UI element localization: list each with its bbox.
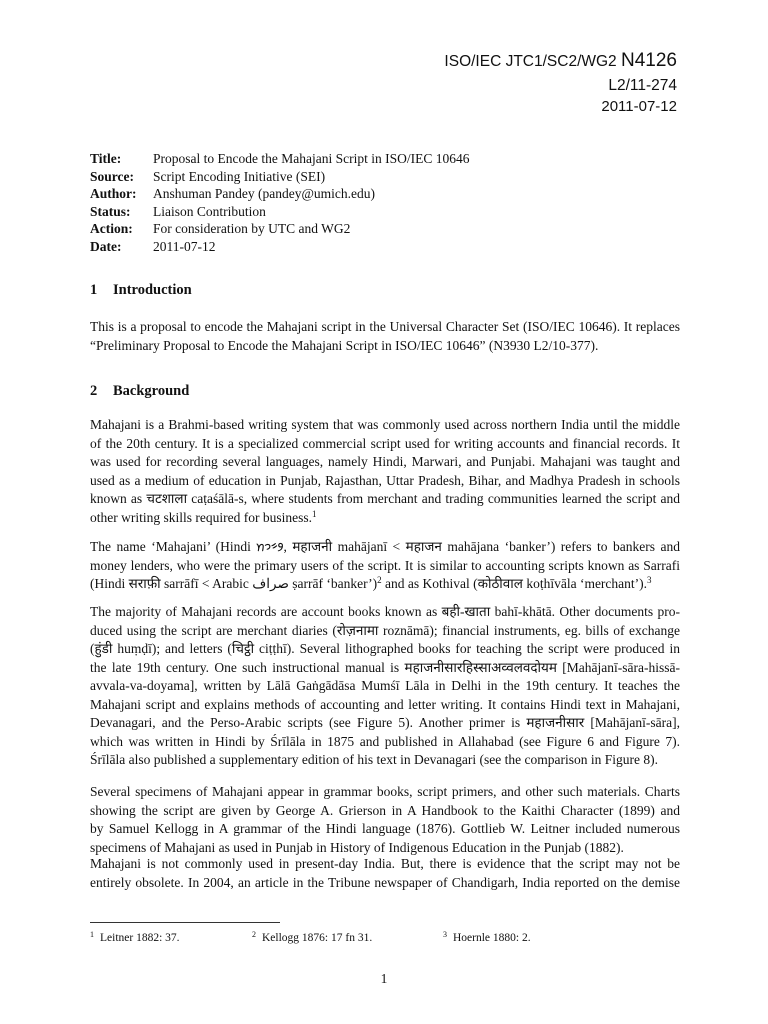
text-line: Śrīlāla also published a supplementary edition of his text in Devanagari (see the comparison in Figure 8). [90,752,658,767]
text-line: This is a proposal to encode the Mahajani script in the Universal Character Set (ISO/IEC 10646). It replaces [90,319,680,334]
footnote-divider [90,922,280,923]
metadata-value: For consideration by UTC and WG2 [153,221,351,237]
text-line: used as a medium of education in Punjab, Rajasthan, Uttar Pradesh, Bihar, and Madhya Pradesh in schools [90,472,680,488]
line-text: other writing skills required for business. [90,509,312,525]
footnote-number: 1 [90,930,94,939]
introduction-paragraph [90,318,680,355]
text-line: The majority of Mahajani records are account books known as बही-खाता bahī-khātā. Other documents pro- [90,604,680,619]
section-title: Background [113,383,190,399]
section-heading-introduction [90,282,192,299]
footnote-1 [90,932,180,944]
line-text: The name ‘Mahajani’ (Hindi [90,539,257,554]
text-line: of the 20th century. It is a specialized commercial script used for writing accounts and financial records. It [90,435,680,451]
background-paragraph-5 [90,855,680,892]
metadata-value: 2011-07-12 [153,238,216,254]
metadata-key: Action: [90,221,133,237]
footnote-number: 2 [252,930,256,939]
text-line: Mahajani is a Brahmi-based writing system that was commonly used across northern India until the middle [90,417,680,432]
text-line: showing the script are given by George A. Grierson in A Handbook to the Kaithi Character (1899) and [90,802,680,818]
metadata-row-action [90,220,469,238]
metadata-row-title [90,150,469,168]
text-line: was used for recording several languages, namely Hindi, Marwari, and Punjabi. Mahajani was taught and [90,454,680,469]
l2-number: L2/11-274 [608,77,677,94]
text-line [90,575,680,594]
text-line: avvala-va-doyama], written by Lālā Gaṅgādāsa Mumśī Lāla in Delhi in the 19th century. It teaches the [90,678,680,693]
line-text: , महाजनी mahājanī < महाजन mahājana ‘banker’) refers to bankers and [283,539,680,554]
metadata-key: Date: [90,238,122,254]
metadata-row-status [90,203,469,221]
footnote-text: Leitner 1882: 37. [100,932,180,944]
text-line: which was written in Hindi by Śrīlāla in 1875 and published in Allahabad (see Figure 6 and Figure 7). [90,733,680,749]
mahajani-script-glyphs: 𑅬𑅭𑅱𑅛 [256,539,284,554]
footnote-ref: 2 [377,575,382,585]
background-paragraph-3 [90,603,680,770]
text-line: by Samuel Kellogg in A grammar of the Hindi language (1876). Gottlieb W. Leitner included numerous [90,821,680,836]
footnote-ref: 1 [311,508,317,519]
text-line: entirely obsolete. In 2004, an article in the Tribune newspaper of Chandigarh, India reported on the demise [90,874,680,890]
metadata-key: Status: [90,203,131,219]
footnote-text: Kellogg 1876: 17 fn 31. [262,932,373,944]
text-line: duced using the script are merchant diaries (रोज़नामा roznāmā); financial instruments, eg. bills of exchange [90,622,680,638]
text-line: Devanagari, and the Perso-Arabic scripts (see Figure 5). Another primer is महाजनीसार [Mahājanī-sāra], [90,715,680,730]
line-text: (Hindi सराफ़ी sarrāfī < Arabic صراف ṣarrāf ‘banker’) [90,576,378,591]
page-number: 1 [380,971,388,986]
section-heading-background [90,383,189,400]
background-paragraph-4 [90,783,680,857]
text-line [90,538,680,557]
footnote-2 [252,932,372,944]
metadata-key: Author: [90,186,137,202]
text-line: known as चटशाला caṭaśālā-s, where students from merchant and trading communities learned the script and [90,491,680,506]
document-metadata [90,150,469,256]
text-line: “Preliminary Proposal to Encode the Mahajani Script in ISO/IEC 10646” (N3930 L2/10-377). [90,337,599,353]
doc-header-id [444,50,677,72]
text-line: (हुंडी huṃḍī); and letters (चिट्ठी ciṭṭhī). Several lithographed books for teaching the script were produced in [90,641,680,656]
footnote-text: Hoernle 1880: 2. [453,932,531,944]
footnote-ref: 3 [647,575,652,585]
doc-id-prefix: ISO/IEC JTC1/SC2/WG2 [444,53,617,70]
text-line: money lenders, who were the primary users of the script. It is similar to accounting scripts known as Sarrafi [90,557,680,573]
metadata-value: Liaison Contribution [153,203,266,219]
metadata-row-author [90,185,469,203]
section-title: Introduction [113,282,192,298]
background-paragraph-2 [90,538,680,594]
text-line [90,509,680,528]
section-number: 1 [90,282,98,298]
text-line: specimens of Mahajani as used in Punjab in History of Indigenous Education in the Punjab (1882). [90,839,624,855]
metadata-value: Proposal to Encode the Mahajani Script in ISO/IEC 10646 [153,151,470,166]
text-line: the late 19th century. One such instructional manual is महाजनीसारहिस्साअव्वलवदोयम [Mahājanī-sāra-hissā- [90,659,680,675]
section-number: 2 [90,383,98,399]
metadata-row-source [90,168,469,186]
header-date: 2011-07-12 [601,98,677,115]
footnote-3 [443,932,531,944]
text-line: Several specimens of Mahajani appear in grammar books, script primers, and other such materials. Charts [90,784,680,799]
metadata-key: Source: [90,168,134,184]
text-line: Mahajani is not commonly used in present-day India. But, there is evidence that the script may not be [90,856,680,871]
metadata-row-date [90,238,469,256]
line-text: and as Kothival (कोठीवाल koṭhīvāla ‘merchant’). [381,576,648,591]
metadata-value: Script Encoding Initiative (SEI) [153,168,326,184]
metadata-value: Anshuman Pandey (pandey@umich.edu) [153,186,376,202]
doc-number: N4126 [621,50,677,71]
background-paragraph-1 [90,416,680,527]
text-line: Mahajani script and explains methods of accounting and letter writing. It contains Hindi text in Mahajani, [90,696,680,712]
metadata-key: Title: [90,151,122,166]
footnote-number: 3 [443,930,447,939]
